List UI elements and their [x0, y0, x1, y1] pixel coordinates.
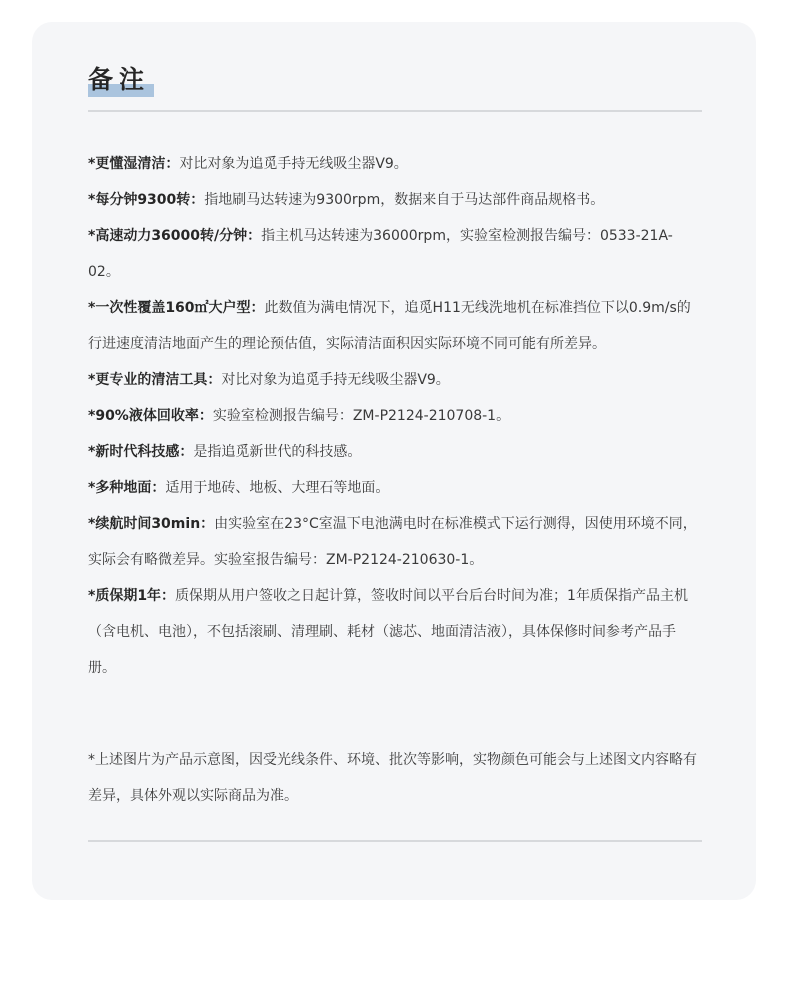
note-text: 质保期从用户签收之日起计算，签收时间以平台后台时间为准；1年质保指产品主机（含电机、电池），不包括滚刷、清理刷、耗材（滤芯、地面清洁液），具体保修时间参考产品手册。	[88, 588, 688, 676]
notes-card	[32, 22, 756, 900]
note-text: 由实验室在23°C室温下电池满电时在标准模式下运行测得，因使用环境不同，实际会有略微差异。实验室报告编号：ZM-P2124-210630-1。	[88, 516, 697, 568]
note-label: *新时代科技感：	[88, 444, 194, 460]
note-text: 实验室检测报告编号：ZM-P2124-210708-1。	[212, 408, 511, 424]
note-label: *续航时间30min：	[88, 516, 215, 532]
note-item	[88, 362, 702, 398]
note-label: *质保期1年：	[88, 588, 176, 604]
note-text: 是指追觅新世代的科技感。	[193, 444, 362, 460]
section-header	[88, 62, 150, 102]
bottom-divider	[88, 840, 702, 842]
note-label: *高速动力36000转/分钟：	[88, 228, 262, 244]
note-item	[88, 470, 702, 506]
top-divider	[88, 110, 702, 112]
note-label: *更专业的清洁工具：	[88, 372, 222, 388]
note-label: *90%液体回收率：	[88, 408, 213, 424]
note-item	[88, 578, 702, 686]
note-label: *更懂湿清洁：	[88, 156, 180, 172]
note-label: *每分钟9300转：	[88, 192, 205, 208]
note-item	[88, 434, 702, 470]
note-item	[88, 506, 702, 578]
note-label: *一次性覆盖160㎡大户型：	[88, 300, 265, 316]
note-item	[88, 146, 702, 182]
note-text: 此数值为满电情况下，追觅H11无线洗地机在标准挡位下以0.9m/s的行进速度清洁地面产生的理论预估值，实际清洁面积因实际环境不同可能有所差异。	[88, 300, 691, 352]
note-text: 对比对象为追觅手持无线吸尘器V9。	[179, 156, 408, 172]
note-label: *多种地面：	[88, 480, 166, 496]
note-text: 指主机马达转速为36000rpm，实验室检测报告编号：0533-21A-02。	[88, 228, 673, 280]
section-title: 备注	[88, 65, 151, 94]
note-item	[88, 290, 702, 362]
disclaimer-text: *上述图片为产品示意图，因受光线条件、环境、批次等影响，实物颜色可能会与上述图文内容略有差异，具体外观以实际商品为准。	[88, 752, 697, 804]
notes-list	[88, 146, 702, 686]
note-item	[88, 182, 702, 218]
note-item	[88, 398, 702, 434]
note-item	[88, 218, 702, 290]
note-text: 对比对象为追觅手持无线吸尘器V9。	[221, 372, 450, 388]
note-text: 适用于地砖、地板、大理石等地面。	[165, 480, 390, 496]
note-text: 指地刷马达转速为9300rpm，数据来自于马达部件商品规格书。	[204, 192, 605, 208]
